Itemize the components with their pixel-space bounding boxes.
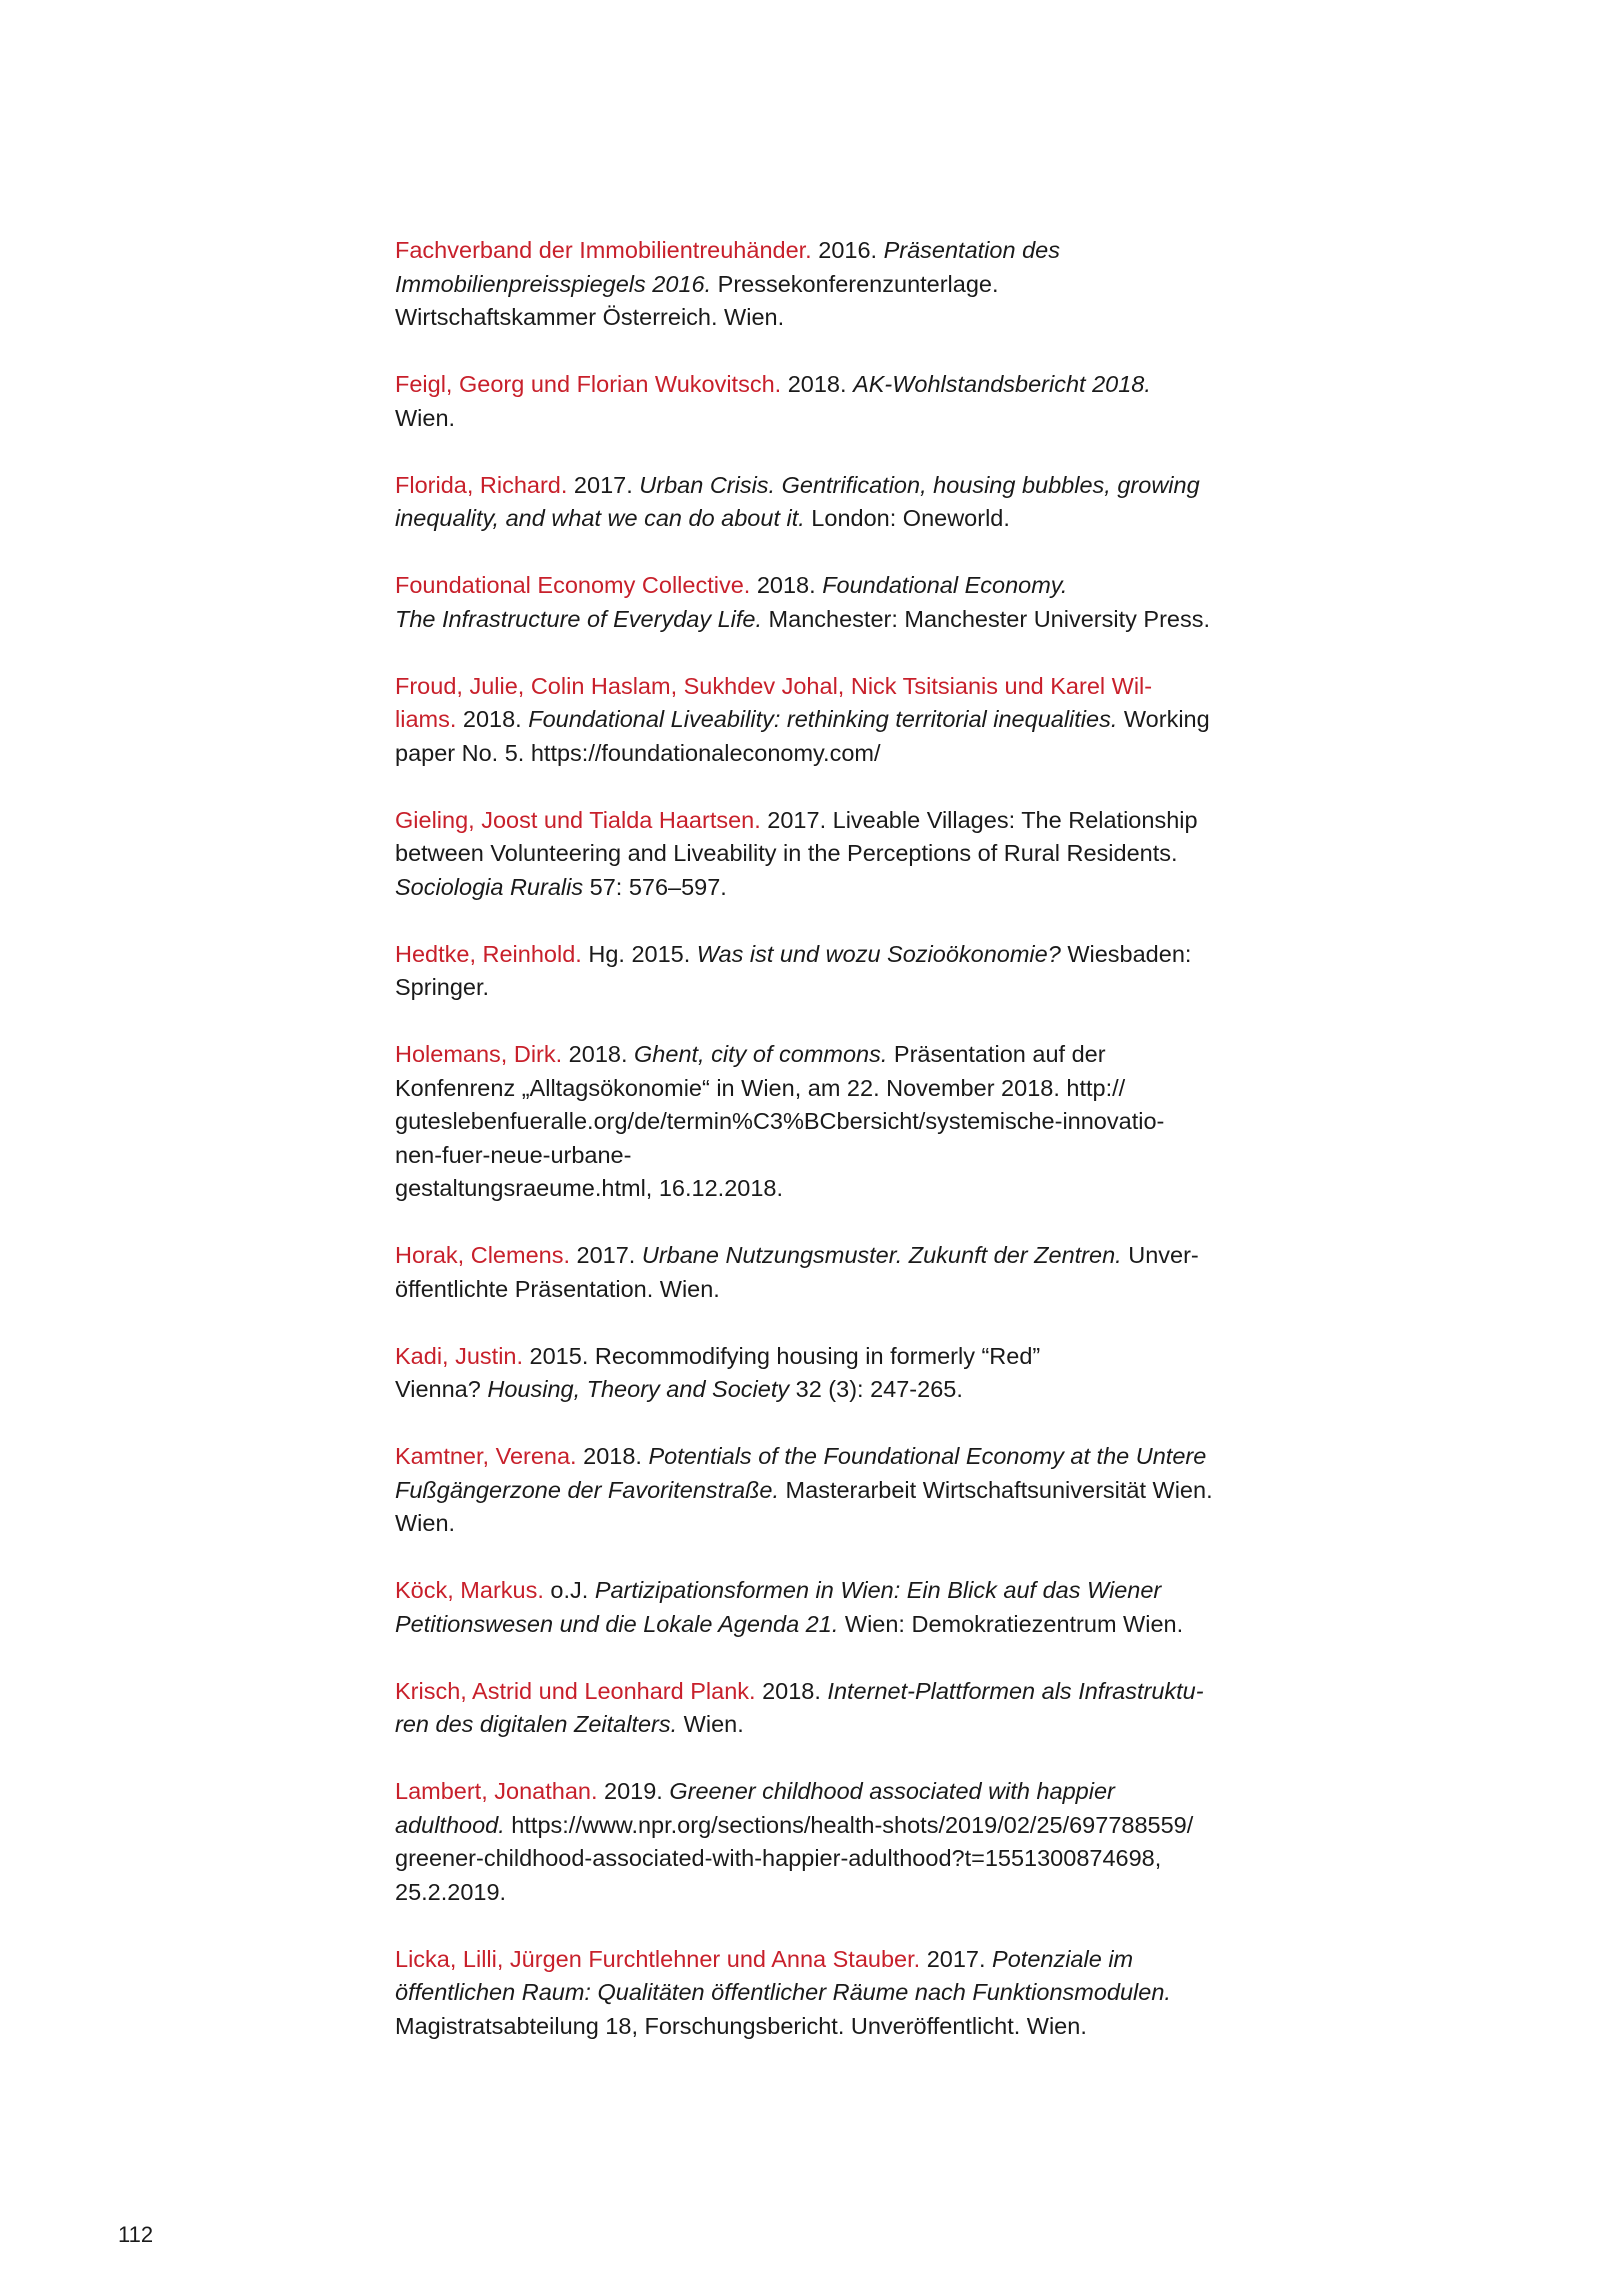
reference-title: Fußgängerzone der Favoritenstraße. — [395, 1476, 780, 1503]
reference-text: Unver- — [1121, 1242, 1199, 1268]
reference-author: Feigl, Georg und Florian Wukovitsch. — [395, 371, 782, 397]
reference-text: 2017. — [920, 1945, 993, 1972]
reference-text: paper No. 5. https://foundationaleconomy.com/ — [395, 739, 881, 766]
reference-text: guteslebenfueralle.org/de/termin%C3%BCbersicht/systemische-innovatio- — [395, 1108, 1165, 1134]
reference-text: 2018. — [750, 572, 823, 598]
reference-author: Lambert, Jonathan. — [395, 1778, 598, 1804]
reference-entry — [395, 1239, 1295, 1306]
reference-entry — [395, 1675, 1295, 1742]
reference-title: Housing, Theory and Society — [487, 1376, 790, 1402]
reference-entry — [395, 1574, 1295, 1641]
reference-title: Foundational Economy. — [822, 572, 1068, 598]
reference-author: Kamtner, Verena. — [395, 1443, 577, 1469]
reference-title: Internet-Plattformen als Infrastruktu- — [827, 1677, 1204, 1704]
reference-text: Hg. 2015. — [581, 940, 697, 967]
reference-text: 2018. — [576, 1443, 649, 1469]
reference-text: London: Oneworld. — [804, 505, 1010, 531]
reference-title: Foundational Liveability: rethinking territorial inequalities. — [528, 706, 1118, 732]
reference-title: AK-Wohlstandsbericht 2018. — [853, 371, 1151, 397]
reference-entry — [395, 670, 1295, 771]
reference-text: Vienna? — [395, 1376, 488, 1402]
reference-author: Horak, Clemens. — [395, 1242, 570, 1268]
reference-text: 2018. — [562, 1041, 635, 1067]
reference-text: 2017. — [567, 471, 640, 498]
reference-text: Magistratsabteilung 18, Forschungsbericht. Unveröffentlicht. Wien. — [395, 2012, 1087, 2039]
reference-text: 2018. — [755, 1677, 828, 1704]
reference-entry — [395, 1038, 1295, 1206]
reference-text: Working — [1117, 706, 1210, 732]
reference-text: Präsentation auf der — [887, 1041, 1106, 1067]
reference-title: Potenziale im — [992, 1945, 1134, 1972]
reference-entry — [395, 368, 1295, 435]
reference-author: Licka, Lilli, Jürgen Furchtlehner und Anna Stauber. — [395, 1945, 921, 1972]
reference-text: https://www.npr.org/sections/health-shots/2019/02/25/697788559/ — [504, 1811, 1194, 1838]
reference-author: Krisch, Astrid und Leonhard Plank. — [395, 1677, 756, 1704]
reference-author: Holemans, Dirk. — [395, 1041, 563, 1067]
reference-text: 2015. Recommodifying housing in formerly “Red” — [523, 1342, 1041, 1369]
reference-text: Wiesbaden: — [1060, 940, 1192, 967]
reference-title: Greener childhood associated with happier — [669, 1778, 1115, 1804]
reference-text: Wien. — [395, 404, 456, 431]
reference-author: liams. — [395, 706, 457, 732]
reference-title: Urbane Nutzungsmuster. Zukunft der Zentren. — [641, 1242, 1122, 1268]
reference-text: Wien. — [395, 1510, 456, 1536]
reference-text: Springer. — [395, 974, 490, 1000]
reference-text: 2017. Liveable Villages: The Relationship — [760, 806, 1198, 833]
reference-author: Froud, Julie, Colin Haslam, Sukhdev Johal, Nick Tsitsianis und Karel Wil- — [395, 672, 1153, 699]
reference-entry — [395, 804, 1295, 905]
reference-entry — [395, 469, 1295, 536]
reference-text: 2018. — [456, 706, 529, 732]
reference-text: 2017. — [570, 1242, 642, 1268]
reference-title: Präsentation des — [883, 237, 1060, 263]
reference-title: Partizipationsformen in Wien: Ein Blick auf das Wiener — [594, 1577, 1162, 1603]
reference-text: nen-fuer-neue-urbane- — [395, 1141, 632, 1168]
reference-text: greener-childhood-associated-with-happier-adulthood?t=1551300874698, — [395, 1845, 1162, 1871]
reference-title: öffentlichen Raum: Qualitäten öffentlicher Räume nach Funktionsmodulen. — [395, 1979, 1171, 2005]
reference-entry — [395, 1440, 1295, 1541]
reference-title: The Infrastructure of Everyday Life. — [395, 605, 763, 632]
reference-author: Kadi, Justin. — [395, 1342, 524, 1369]
reference-text: Konfenrenz „Alltagsökonomie“ in Wien, am 22. November 2018. http:// — [395, 1074, 1126, 1101]
reference-text: öffentlichte Präsentation. Wien. — [395, 1275, 720, 1302]
reference-title: Urban Crisis. Gentrification, housing bubbles, growing — [639, 471, 1200, 498]
reference-title: adulthood. — [395, 1811, 505, 1838]
reference-title: Petitionswesen und die Lokale Agenda 21. — [395, 1610, 839, 1637]
reference-title: Was ist und wozu Sozioökonomie? — [696, 940, 1061, 967]
reference-text: 2019. — [597, 1778, 670, 1804]
reference-title: Potentials of the Foundational Economy at the Untere — [648, 1443, 1207, 1469]
reference-text: 2018. — [781, 371, 854, 397]
reference-author: Florida, Richard. — [395, 471, 568, 498]
reference-entry — [395, 1775, 1295, 1909]
reference-title: Immobilienpreisspiegels 2016. — [395, 270, 712, 297]
reference-text: Wien. — [677, 1711, 744, 1737]
reference-author: Fachverband der Immobilientreuhänder. — [395, 237, 812, 263]
reference-title: Ghent, city of commons. — [634, 1041, 888, 1067]
page-number: 112 — [118, 2222, 154, 2247]
reference-author: Köck, Markus. — [395, 1577, 544, 1603]
reference-entry — [395, 1943, 1295, 2044]
reference-author: Foundational Economy Collective. — [395, 572, 751, 598]
reference-author: Hedtke, Reinhold. — [395, 940, 582, 967]
reference-entry — [395, 234, 1295, 335]
reference-title: Sociologia Ruralis — [395, 873, 584, 900]
reference-text: 25.2.2019. — [395, 1878, 507, 1905]
reference-author: Gieling, Joost und Tialda Haartsen. — [395, 806, 761, 833]
reference-text: between Volunteering and Liveability in the Perceptions of Rural Residents. — [395, 840, 1178, 866]
reference-title: ren des digitalen Zeitalters. — [395, 1711, 678, 1737]
reference-text: 32 (3): 247-265. — [789, 1376, 963, 1402]
reference-entry — [395, 938, 1295, 1005]
reference-text: Masterarbeit Wirtschaftsuniversität Wien. — [779, 1476, 1213, 1503]
reference-text: Manchester: Manchester University Press. — [762, 605, 1210, 632]
reference-text: o.J. — [543, 1577, 595, 1603]
reference-text: gestaltungsraeume.html, 16.12.2018. — [395, 1175, 784, 1201]
reference-list — [395, 234, 1295, 2077]
reference-entry — [395, 569, 1295, 636]
reference-title: inequality, and what we can do about it. — [395, 505, 805, 531]
reference-entry — [395, 1340, 1295, 1407]
reference-text: 2016. — [811, 237, 884, 263]
reference-text: Wirtschaftskammer Österreich. Wien. — [395, 304, 785, 330]
reference-text: 57: 576–597. — [583, 873, 727, 900]
reference-text: Pressekonferenzunterlage. — [711, 270, 999, 297]
reference-text: Wien: Demokratiezentrum Wien. — [838, 1610, 1184, 1637]
